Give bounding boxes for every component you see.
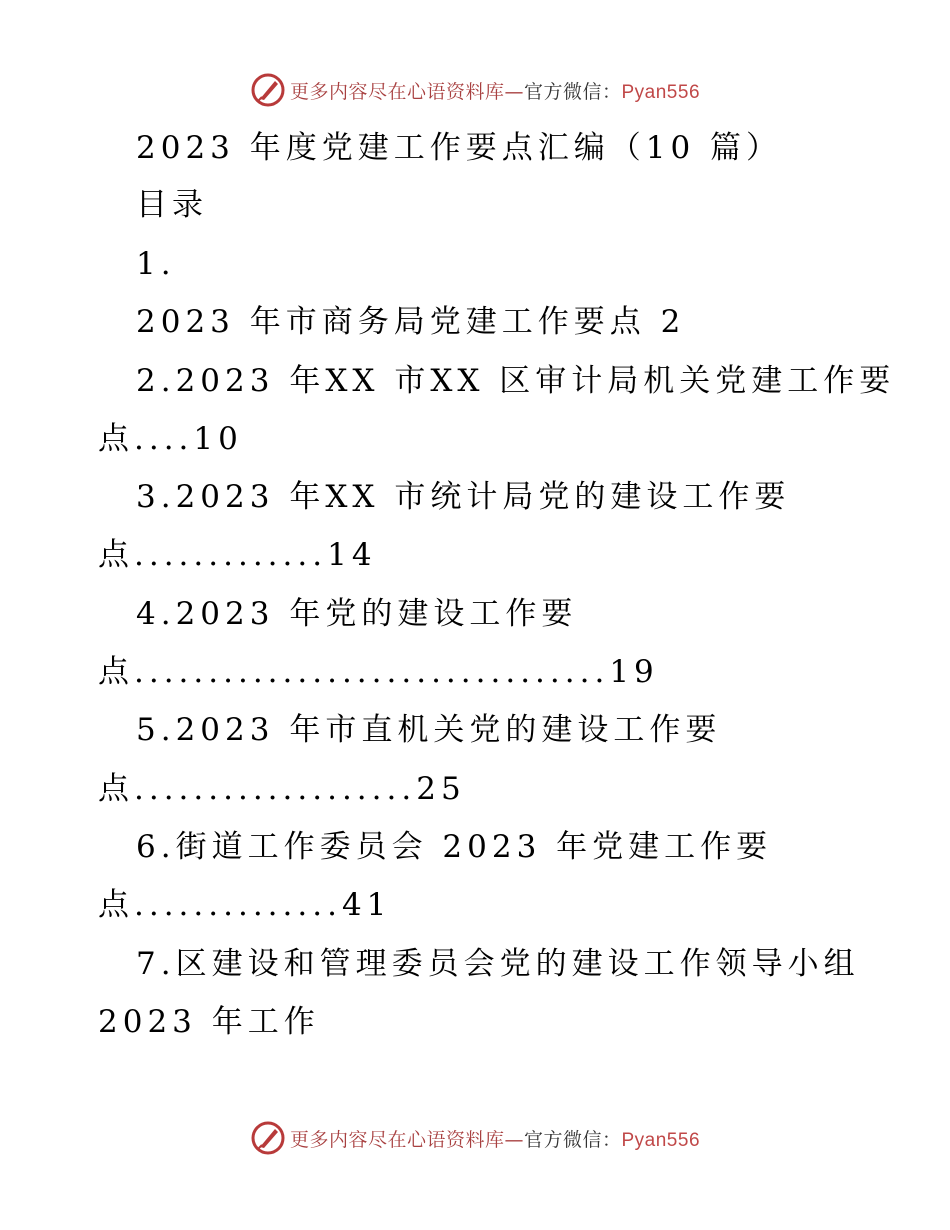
toc-line: 5.2023 年市直机关党的建设工作要: [136, 712, 722, 748]
banner-dash: —: [504, 1128, 524, 1151]
toc-line: 点................................19: [98, 654, 659, 690]
quill-logo-icon: [250, 1120, 286, 1156]
toc-line: 3.2023 年XX 市统计局党的建设工作要: [136, 479, 791, 515]
toc-line: 点....10: [98, 421, 243, 457]
footer-banner: [0, 1118, 950, 1158]
banner-dash: —: [504, 80, 524, 103]
quill-logo-icon: [250, 72, 286, 108]
document-title: 2023 年度党建工作要点汇编（10 篇）: [136, 130, 783, 166]
toc-line: 2023 年市商务局党建工作要点 2: [136, 304, 686, 340]
toc-line: 1.: [136, 246, 176, 282]
banner-wechat-id: Pyan556: [621, 1129, 701, 1151]
banner-text: [290, 77, 700, 104]
banner-site: 更多内容尽在心语资料库: [289, 80, 505, 103]
toc-line: 6.街道工作委员会 2023 年党建工作要: [136, 829, 773, 865]
toc-line: 点..............41: [98, 887, 392, 923]
toc-heading: 目录: [136, 187, 208, 223]
toc-line: 2023 年工作: [98, 1004, 320, 1040]
toc-line: 7.区建设和管理委员会党的建设工作领导小组: [136, 946, 860, 982]
toc-line: 点.............14: [98, 537, 377, 573]
banner-site: 更多内容尽在心语资料库: [289, 1128, 505, 1151]
banner-wechat-label: 官方微信：: [523, 80, 622, 103]
header-banner: [0, 70, 950, 110]
banner-text: [290, 1125, 700, 1152]
banner-wechat-id: Pyan556: [621, 81, 701, 103]
toc-line: 点...................25: [98, 771, 466, 807]
banner-wechat-label: 官方微信：: [523, 1128, 622, 1151]
toc-line: 2.2023 年XX 市XX 区审计局机关党建工作要: [136, 363, 896, 399]
toc-line: 4.2023 年党的建设工作要: [136, 596, 578, 632]
